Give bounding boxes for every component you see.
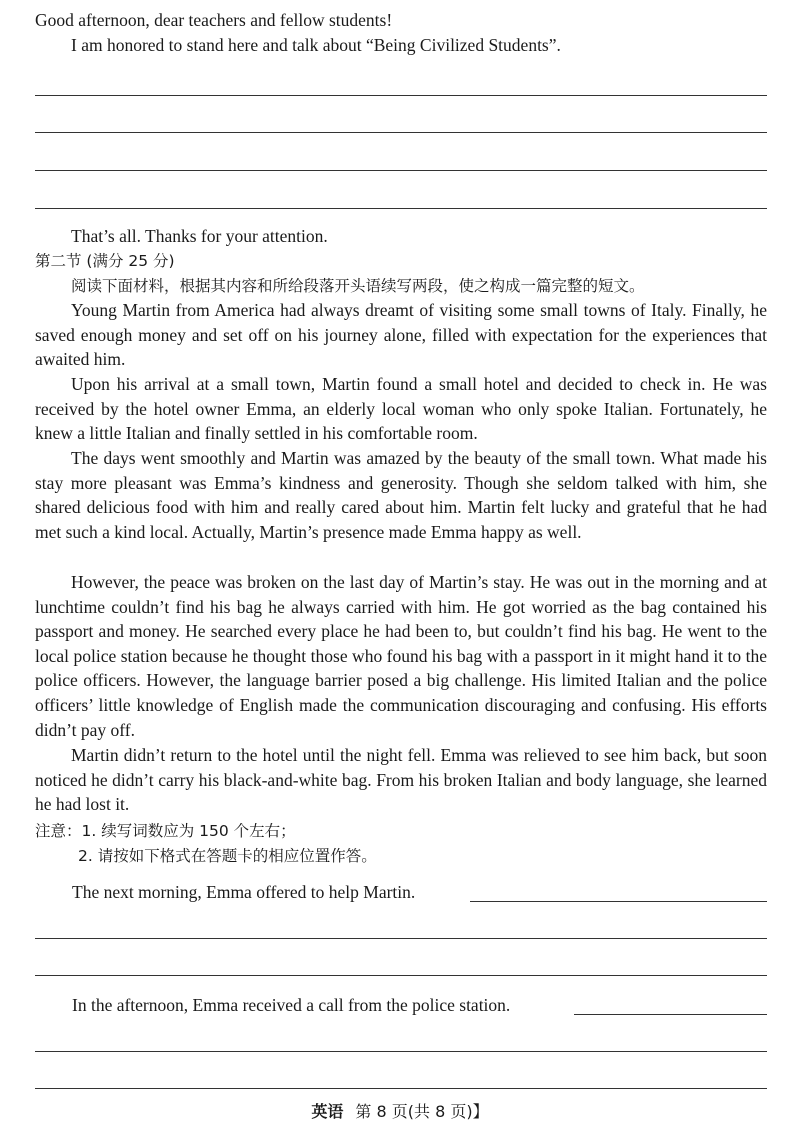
story-paragraph-5: Martin didn’t return to the hotel until the night fell. Emma was relieved to see him back, but soon noticed he didn’t carry his black-and-white bag. From his broken Italian and body language, she learned he had lost it. bbox=[35, 745, 767, 815]
story-paragraph-3: The days went smoothly and Martin was amazed by the beauty of the small town. What made his stay more pleasant was Emma’s kindness and generosity. Though she seldom talked with him, she shared delicious food with him and really cared about him. Martin felt lucky and grateful that he had met such a kind local. Actually, Martin’s presence made Emma happy as well. bbox=[35, 448, 767, 542]
writing-line[interactable] bbox=[35, 208, 767, 209]
story-paragraph-2: Upon his arrival at a small town, Martin found a small hotel and decided to check in. He was received by the hotel owner Emma, an elderly local woman who only spoke Italian. Fortunately, he knew a little Italian and finally settled in his comfortable room. bbox=[35, 374, 767, 444]
footer-page-number: 第 8 页(共 8 页)】 bbox=[355, 1102, 489, 1121]
writing-line[interactable] bbox=[35, 938, 767, 939]
writing-line[interactable] bbox=[35, 170, 767, 171]
footer-subject: 英语 bbox=[311, 1102, 344, 1121]
story-paragraph-4: However, the peace was broken on the last day of Martin’s stay. He was out in the morning and at lunchtime couldn’t find his bag he always carried with him. He got worried as the bag contained his passport and money. He searched every place he had been to, but couldn’t find his bag. He went to the local police station because he thought those who found his bag with a passport in it might hand it to the police officers. However, the language barrier posed a big challenge. His limited Italian and the police officers’ little knowledge of English made the communication discouraging and confusing. His efforts didn’t pay off. bbox=[35, 572, 767, 740]
writing-line[interactable] bbox=[35, 975, 767, 976]
writing-line[interactable] bbox=[35, 1088, 767, 1089]
speech-closing: That’s all. Thanks for your attention. bbox=[71, 226, 328, 246]
section-heading: 第二节 (满分 25 分) bbox=[35, 252, 175, 270]
story-paragraph-1: Young Martin from America had always dreamt of visiting some small towns of Italy. Finally, he saved enough money and set off on his journey alone, filled with expectation for the experiences that awaited him. bbox=[35, 300, 767, 370]
prompt-paragraph-1: The next morning, Emma offered to help Martin. bbox=[72, 882, 416, 902]
writing-line[interactable] bbox=[35, 95, 767, 96]
writing-line[interactable] bbox=[35, 132, 767, 133]
prompt-paragraph-2: In the afternoon, Emma received a call from the police station. bbox=[72, 995, 511, 1015]
writing-line[interactable] bbox=[35, 1051, 767, 1052]
speech-greeting: Good afternoon, dear teachers and fellow students! bbox=[35, 10, 393, 30]
page-footer bbox=[0, 1100, 800, 1126]
writing-line[interactable] bbox=[574, 1014, 767, 1015]
writing-line[interactable] bbox=[470, 901, 767, 902]
section-instruction: 阅读下面材料，根据其内容和所给段落开头语续写两段，使之构成一篇完整的短文。 bbox=[71, 277, 645, 295]
note-2: 2. 请按如下格式在答题卡的相应位置作答。 bbox=[78, 847, 377, 865]
speech-opening: I am honored to stand here and talk about “Being Civilized Students”. bbox=[71, 35, 561, 55]
note-1: 注意：1. 续写词数应为 150 个左右； bbox=[35, 822, 296, 840]
